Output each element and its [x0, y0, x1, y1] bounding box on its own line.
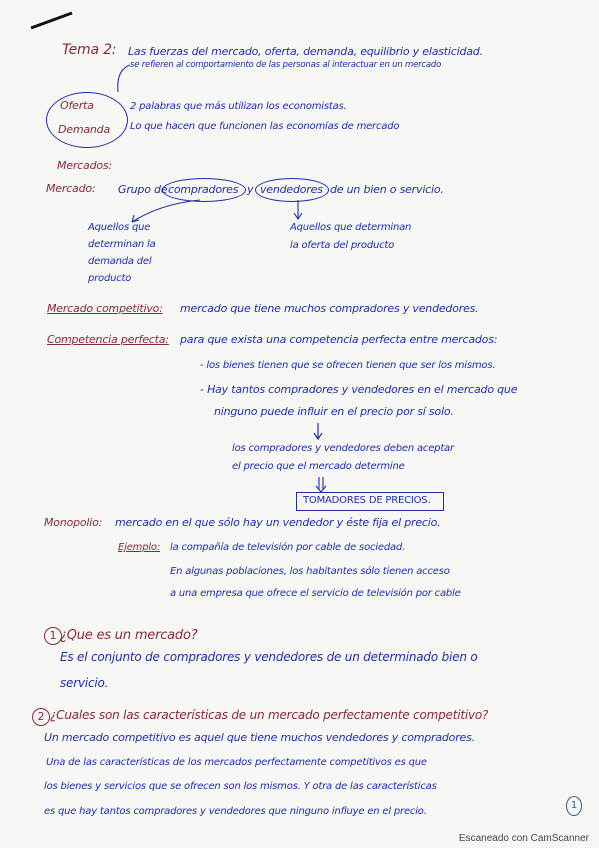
answer-2-line-1: Un mercado competitivo es aquel que tiene muchos vendedores y compradores. — [44, 731, 475, 744]
tomadores-text: TOMADORES DE PRECIOS. — [303, 495, 431, 506]
scanner-watermark: Escaneado con CamScanner — [458, 833, 589, 844]
competencia-bullet-2a: - Hay tantos compradores y vendedores en el mercado que — [200, 383, 518, 396]
mercado-def-pre: Grupo de — [118, 183, 168, 196]
mercados-heading: Mercados: — [57, 159, 112, 172]
down-arrow-1 — [311, 422, 325, 442]
y-word: y — [247, 183, 254, 196]
vendedores-word: vendedores — [260, 183, 323, 196]
ejemplo-text: la compañía de televisión por cable de sociedad. — [170, 542, 406, 553]
competencia-label: Competencia perfecta: — [47, 333, 169, 346]
question-2-number: 2 — [32, 708, 50, 726]
ejemplo-label: Ejemplo: — [118, 542, 161, 553]
demanda-label: Demanda — [58, 123, 110, 136]
compradores-note-4: producto — [88, 273, 132, 284]
question-2-text: ¿Cuales son las características de un mercado perfectamente competitivo? — [50, 708, 489, 722]
demanda-description: Lo que hacen que funcionen las economías de mercado — [130, 121, 400, 132]
competencia-consequence-b: el precio que el mercado determine — [232, 461, 405, 472]
page-title: Las fuerzas del mercado, oferta, demanda, equilibrio y elasticidad. — [128, 45, 483, 58]
title-subnote: se refieren al comportamiento de las personas al interactuar en un mercado — [130, 60, 442, 70]
mercado-def-label: Mercado: — [46, 182, 96, 195]
monopolio-text: mercado en el que sólo hay un vendedor y éste fija el precio. — [115, 516, 441, 529]
compradores-note-3: demanda del — [88, 256, 152, 267]
connector-arrow — [112, 62, 134, 96]
monopolio-label: Monopolio: — [44, 516, 103, 529]
answer-2-line-3: los bienes y servicios que se ofrecen son los mismos. Y otra de las características — [44, 781, 437, 792]
competencia-bullet-2b: ninguno puede influir en el precio por sí solo. — [214, 405, 454, 418]
compradores-note-2: determinan la — [88, 239, 156, 250]
tema-label: Tema 2: — [62, 42, 117, 58]
answer-1-line-2: servicio. — [60, 676, 109, 690]
question-1-number: 1 — [44, 627, 62, 645]
oferta-description: 2 palabras que más utilizan los economistas. — [130, 101, 347, 112]
answer-1-line-1: Es el conjunto de compradores y vendedores de un determinado bien o — [60, 650, 478, 664]
vendedores-note-1: Aquellos que determinan — [290, 222, 412, 233]
oferta-label: Oferta — [60, 99, 94, 112]
pen-stroke-mark — [28, 10, 78, 32]
compradores-note-1: Aquellos que — [88, 222, 151, 233]
compradores-word: compradores — [168, 183, 239, 196]
competitivo-label: Mercado competitivo: — [47, 302, 163, 315]
competencia-text: para que exista una competencia perfecta entre mercados: — [180, 333, 498, 346]
monopolio-line-2: En algunas poblaciones, los habitantes sólo tienen acceso — [170, 566, 450, 577]
answer-2-line-4: es que hay tantos compradores y vendedores que ninguno influye en el precio. — [44, 806, 427, 817]
page-number: 1 — [566, 796, 582, 816]
answer-2-line-2: Una de las características de los mercados perfectamente competitivos es que — [46, 757, 427, 768]
vendedores-note-2: la oferta del producto — [290, 240, 395, 251]
mercado-def-post: de un bien o servicio. — [330, 183, 444, 196]
competencia-bullet-1: - los bienes tienen que se ofrecen tienen que ser los mismos. — [200, 360, 496, 371]
monopolio-line-3: a una empresa que ofrece el servicio de televisión por cable — [170, 588, 461, 599]
competencia-consequence-a: los compradores y vendedores deben aceptar — [232, 443, 454, 454]
competitivo-text: mercado que tiene muchos compradores y vendedores. — [180, 302, 479, 315]
question-1-text: ¿Que es un mercado? — [60, 628, 198, 643]
